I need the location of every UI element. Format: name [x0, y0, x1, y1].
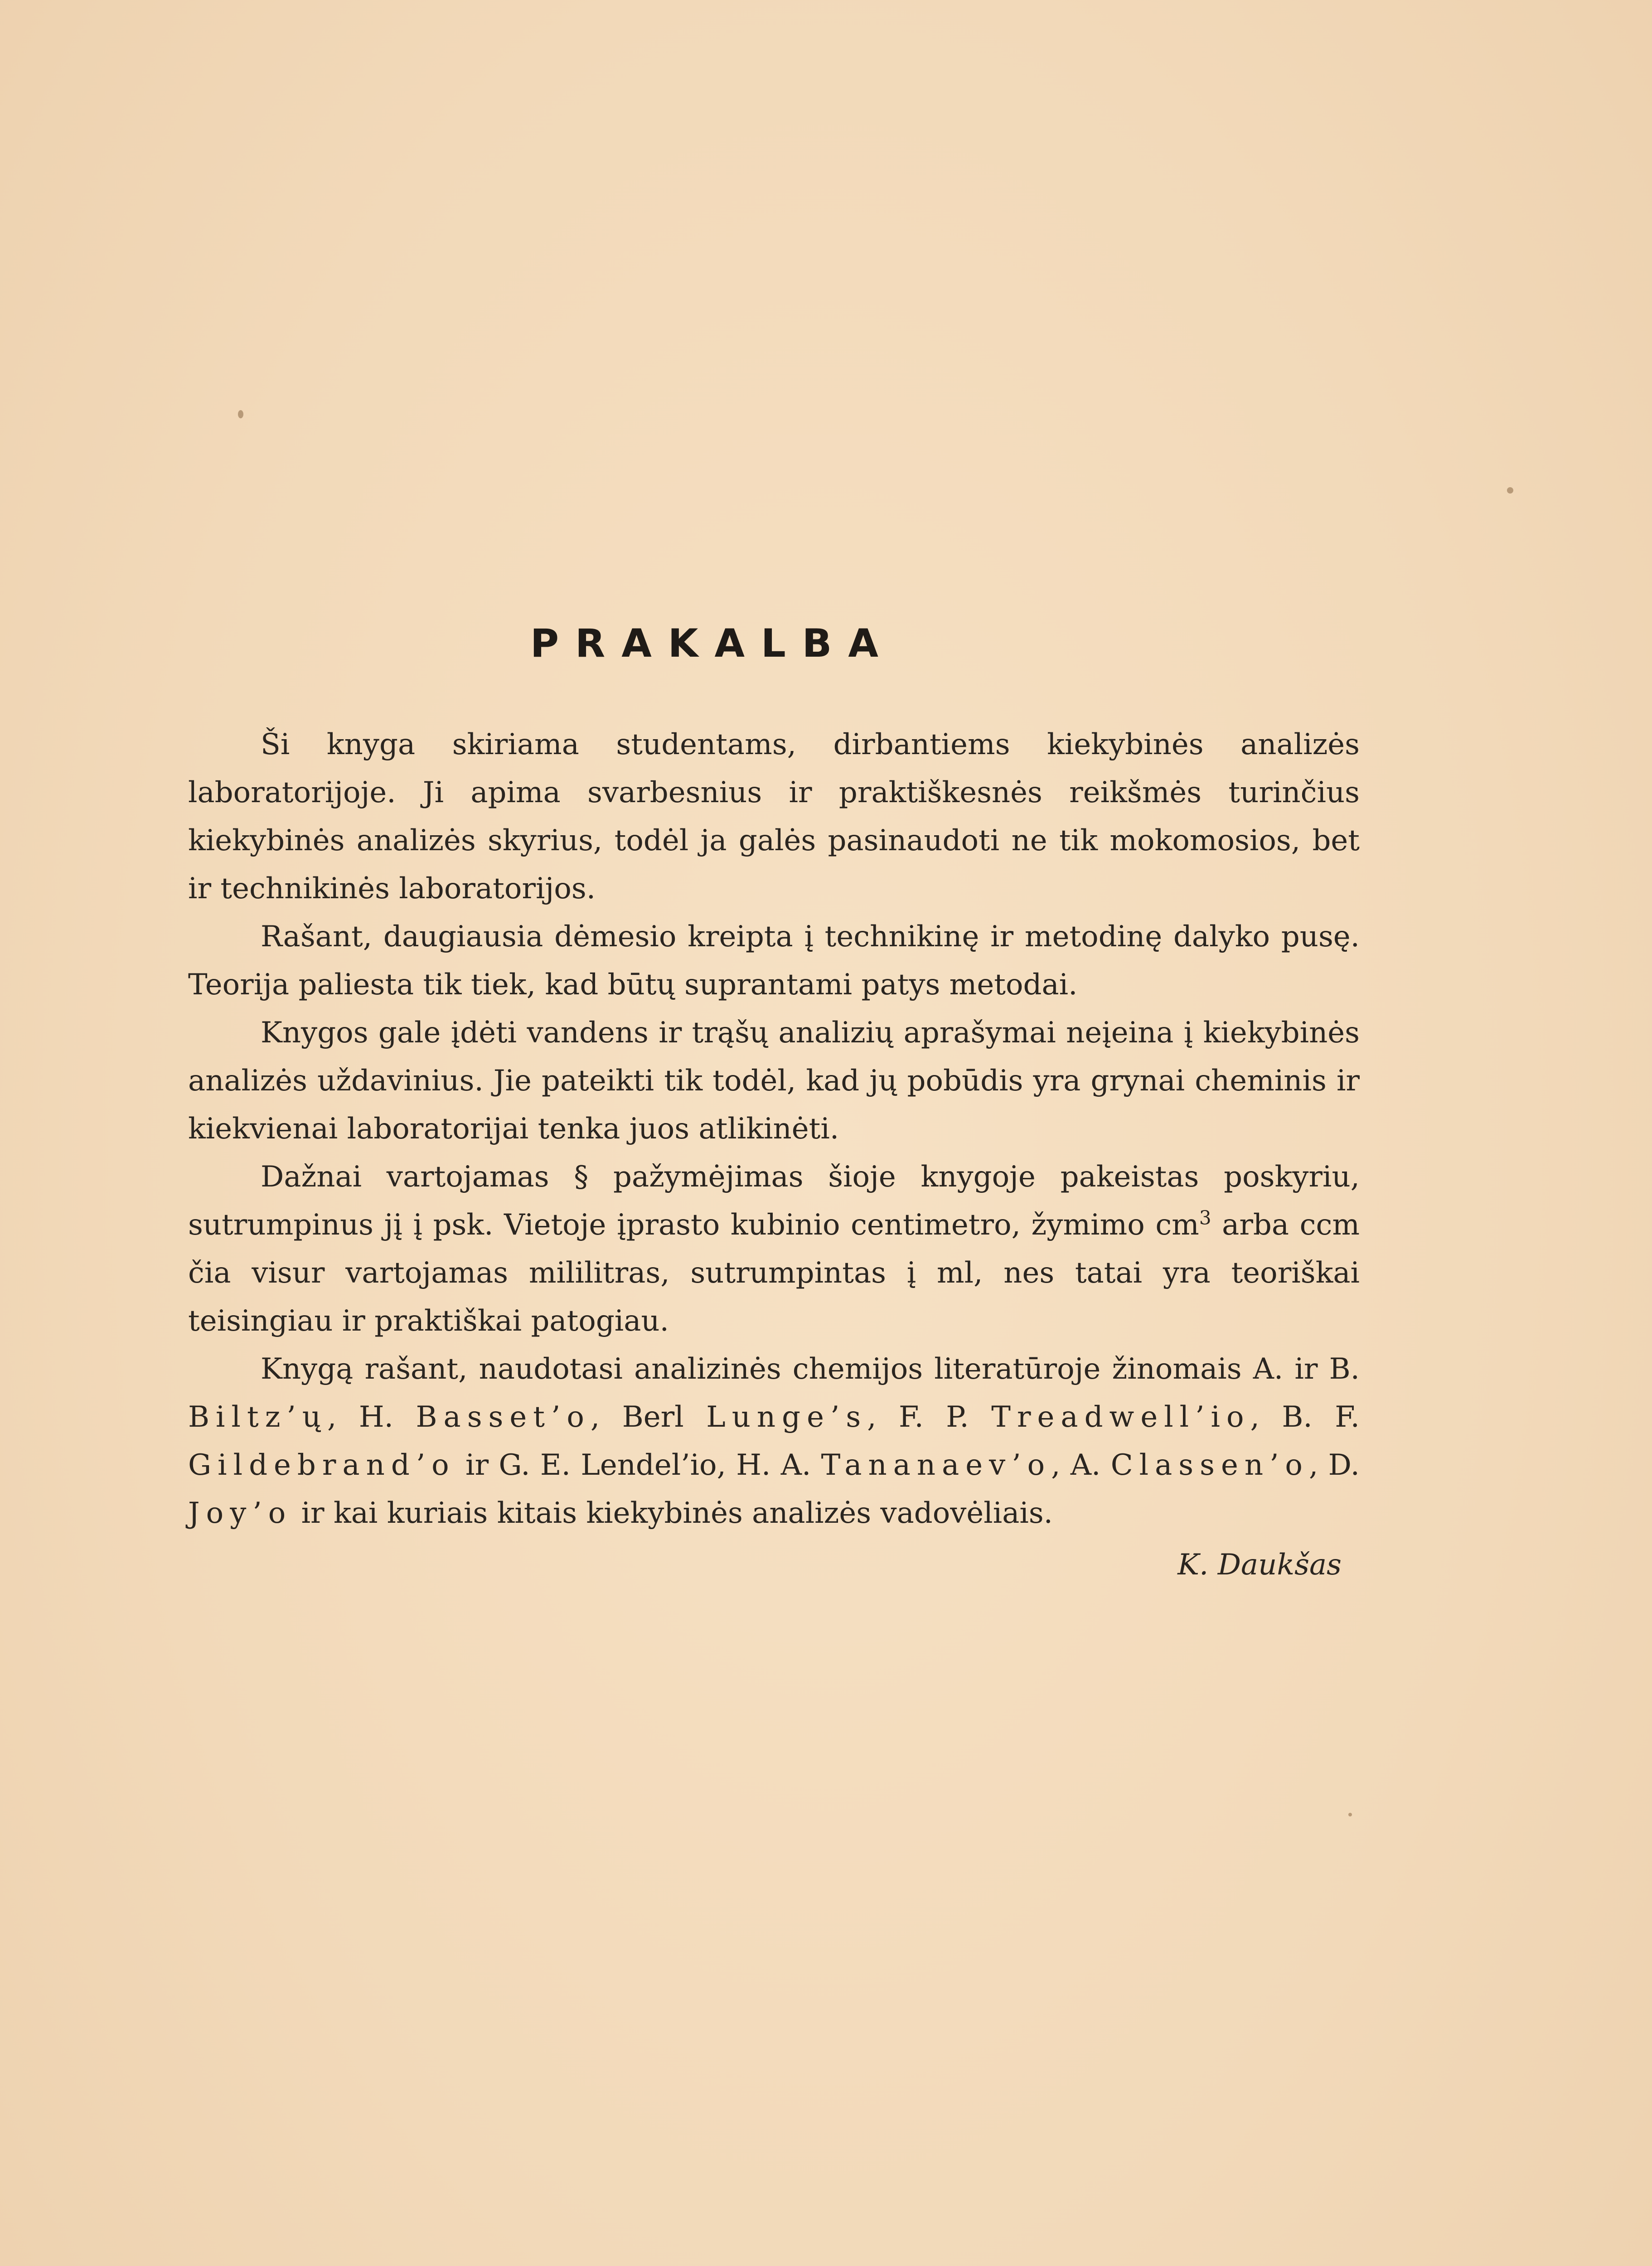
author-name-spaced: Tananaev’o — [821, 1448, 1051, 1482]
paper-speck — [1348, 1813, 1352, 1816]
author-name-spaced: Classen’o — [1110, 1448, 1309, 1482]
paragraph-4-text: arba ccm čia visur vartojamas mililitras, sutrumpintas į ml, nes tatai yra teoriškai teisingiau ir praktiškai patogiau. — [188, 1208, 1360, 1338]
author-name-spaced: Treadwell’io — [991, 1400, 1250, 1434]
author-name-spaced: Gildebrand’o — [188, 1448, 455, 1482]
paragraph-1: Ši knyga skiriama studentams, dirbantiems kiekybinės analizės laboratorijoje. Ji apima svarbesnius ir praktiškesnės reikšmės turinčius kiekybinės analizės skyrius, todėl ja galės pasinaudoti ne tik mokomosios, bet ir technikinės laboratorijos. — [188, 728, 1360, 905]
paragraph-4 — [188, 1153, 1360, 1345]
page-title: PRAKALBA — [530, 621, 895, 666]
paper-speck — [238, 410, 243, 418]
author-name-spaced: Lunge’s — [706, 1400, 867, 1434]
paragraph-5-text: , D. — [1308, 1448, 1360, 1482]
paragraph-5-text: , Berl — [590, 1400, 707, 1434]
author-name-spaced: Basset’o — [416, 1400, 591, 1434]
paragraph-5 — [188, 1345, 1360, 1537]
paragraph-4-text: Dažnai vartojamas § pažymėjimas šioje knygoje pakeistas poskyriu, sutrumpinus jį į psk. Vietoje įprasto kubinio centimetro, žymimo cm — [188, 1160, 1360, 1242]
paragraph-5-text: , F. P. — [867, 1400, 992, 1434]
paragraph-5-text: , A. — [1051, 1448, 1111, 1482]
paragraph-5-text: ir kai kuriais kitais kiekybinės analizės vadovėliais. — [292, 1496, 1053, 1530]
preface-text — [188, 621, 1360, 1589]
paragraph-3: Knygos gale įdėti vandens ir trąšų analizių aprašymai neįeina į kiekybinės analizės uždavinius. Jie pateikti tik todėl, kad jų pobūdis yra grynai cheminis ir kiekvienai laboratorijai tenka juos atlikinėti. — [188, 1016, 1360, 1146]
author-name-spaced: Biltz’ų — [188, 1400, 327, 1434]
paragraph-5-text: , H. — [327, 1400, 416, 1434]
paragraph-5-text: Knygą rašant, naudotasi analizinės chemijos literatūroje žinomais A. ir B. — [261, 1352, 1360, 1386]
paragraph-2: Rašant, daugiausia dėmesio kreipta į technikinę ir metodinę dalyko pusę. Teorija paliesta tik tiek, kad būtų suprantami patys metodai. — [188, 920, 1360, 1002]
paper-speck — [1507, 487, 1513, 494]
superscript-3: 3 — [1199, 1206, 1211, 1229]
author-signature: K. Daukšas — [1177, 1548, 1342, 1582]
paragraph-5-text: ir G. E. Lendel’io, H. A. — [455, 1448, 821, 1482]
author-name-spaced: Joy’o — [188, 1496, 292, 1530]
paragraph-5-text: , B. F. — [1250, 1400, 1360, 1434]
